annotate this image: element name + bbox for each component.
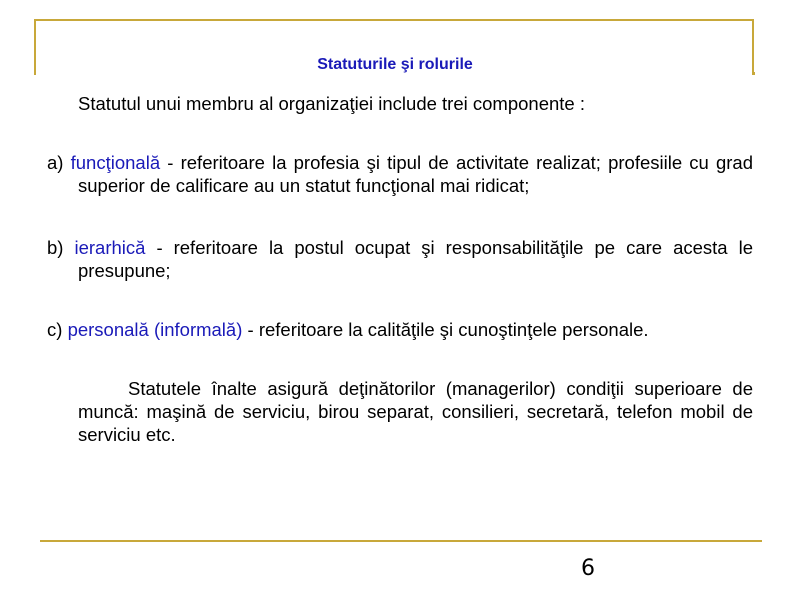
item-marker: a) — [47, 152, 64, 173]
list-item-personal — [47, 318, 753, 341]
item-term: funcţională — [70, 152, 161, 173]
item-term: personală (informală) — [67, 319, 243, 340]
item-marker: b) — [47, 237, 64, 258]
page-number: 6 — [581, 556, 595, 581]
slide-title: Statuturile şi rolurile — [317, 56, 473, 73]
closing-paragraph: Statutele înalte asigură deţinătorilor (managerilor) condiţii superioare de muncă: maşină de serviciu, birou separat, consilieri, secretară, telefon mobil de serviciu etc. — [78, 378, 753, 445]
item-text: - referitoare la calităţile şi cunoştinţele personale. — [247, 319, 649, 340]
item-marker: c) — [47, 319, 63, 340]
list-item-hierarchical — [47, 236, 753, 282]
frame-top-line — [34, 19, 754, 21]
item-text: - referitoare la profesia şi tipul de activitate realizat; profesiile cu grad superior de calificare au un statut funcţional mai ridicat; — [78, 152, 754, 196]
footer-line — [40, 540, 762, 542]
item-term: ierarhică — [74, 237, 146, 258]
slide-content — [47, 92, 753, 446]
list-item-functional — [47, 151, 753, 197]
intro-paragraph: Statutul unui membru al organizaţiei include trei componente : — [78, 93, 585, 114]
item-text: - referitoare la postul ocupat şi responsabilităţile pe care acesta le presupune; — [78, 237, 753, 281]
